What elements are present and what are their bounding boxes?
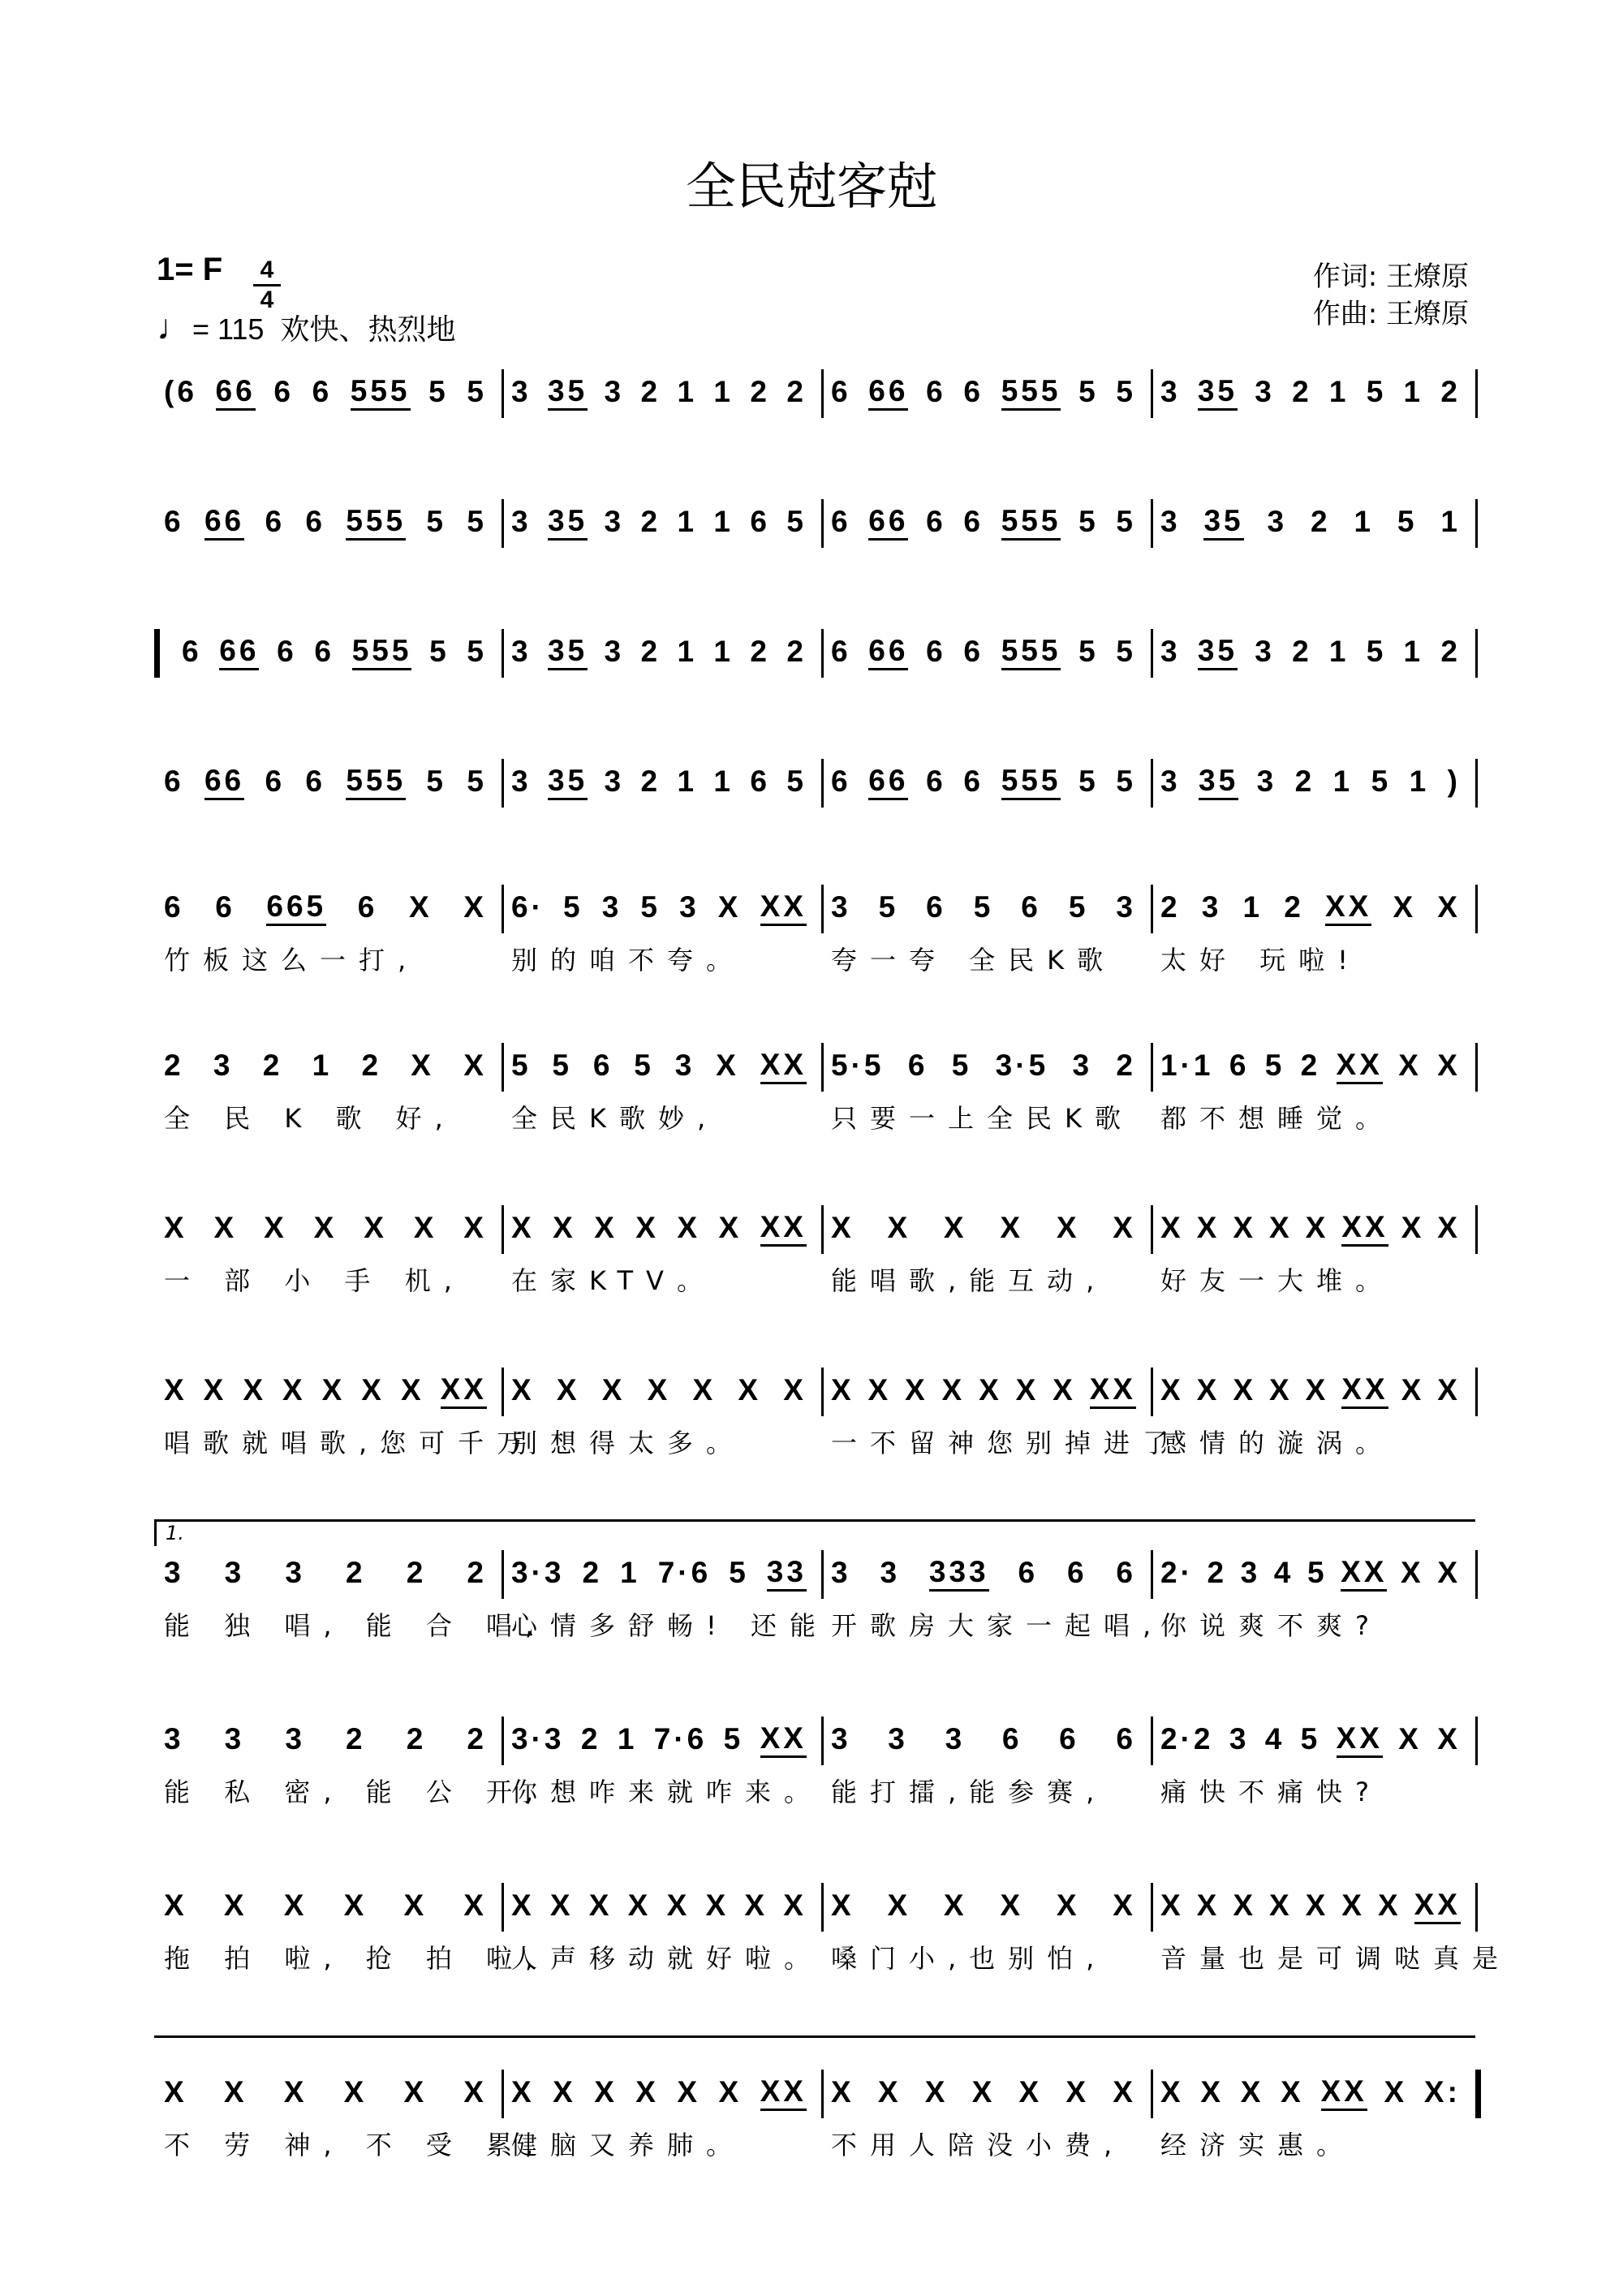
score-row (154, 499, 1475, 564)
measure-notes: X X X X XX X X: (1160, 2070, 1461, 2115)
measure-notes: X X X X X X (164, 2075, 487, 2109)
measure-lyrics: 竹板这么一打, (164, 945, 420, 976)
measure-notes: 3 3 3 6 6 6 (831, 1722, 1136, 1755)
measure-notes: 3 35 3 2 1 5 1 2 (1160, 629, 1461, 674)
volta-number: 1. (166, 1522, 184, 1544)
measure-notes: X X X X X X X XX (164, 1368, 487, 1413)
measure-lyrics: 感情的漩涡。 (1160, 1428, 1395, 1458)
score-row (154, 1550, 1475, 1641)
measure-lyrics: 痛快不痛快? (1160, 1777, 1382, 1807)
bar-line (1151, 2070, 1153, 2118)
bar-line (1151, 499, 1153, 548)
measure-notes: 3 3 333 6 6 6 (831, 1550, 1136, 1596)
bar-line (1475, 1717, 1478, 1765)
score-row (154, 1205, 1475, 1296)
measure-lyrics: 一不留神您别掉进了 (831, 1428, 1182, 1458)
measure-notes: X X X X X X X (511, 1373, 807, 1406)
measure-notes: 6 66 6 6 555 5 5 (182, 629, 487, 674)
key-signature: 1= F (157, 252, 223, 287)
measure-lyrics: 在家KTV。 (511, 1265, 716, 1296)
score-row (154, 2070, 1475, 2160)
measure-lyrics: 心情多舒畅! 还能 (511, 1610, 829, 1641)
bar-line (821, 369, 824, 418)
measure-notes: 6· 5 3 5 3 X XX (511, 885, 807, 930)
score-row (154, 759, 1475, 824)
measure-notes: 3 35 3 2 1 5 1 2 (1160, 369, 1461, 415)
bar-line (821, 1883, 824, 1932)
measure-notes: X X X X X X (164, 1889, 487, 1922)
measure-lyrics: 人声移动就好啦。 (511, 1943, 824, 1974)
measure-notes: 3 35 3 2 1 1 6 5 (511, 499, 807, 545)
bar-line (502, 629, 504, 678)
bar-line (1151, 759, 1153, 808)
score-row (154, 1368, 1475, 1458)
measure-notes: X X X X X X X X (511, 1889, 807, 1922)
bar-line (502, 1550, 504, 1599)
bar-line (502, 2070, 504, 2118)
score-row (154, 1883, 1512, 1974)
tempo-value: = 115 (192, 312, 265, 346)
second-ending-line (154, 2035, 1475, 2038)
measure-notes: X X X X X X X XX (1160, 1883, 1461, 1928)
measure-notes: 6 66 6 6 555 5 5 (831, 369, 1136, 415)
measure-notes: 3 35 3 2 1 1 2 2 (511, 629, 807, 674)
measure-lyrics: 唱歌就唱歌,您可千万 (164, 1428, 536, 1458)
measure-notes: 2· 2 3 4 5 XX X X (1160, 1550, 1461, 1596)
measure-notes: X X X X X X XX (511, 1205, 807, 1251)
measure-notes: 3·3 2 1 7·6 5 33 (511, 1550, 807, 1596)
bar-line (1475, 629, 1478, 678)
bar-line (821, 499, 824, 548)
tempo-marking (157, 307, 455, 348)
measure-notes: X X X X X XX X X (1160, 1368, 1461, 1413)
bar-line (1475, 1368, 1478, 1416)
bar-line (1475, 1550, 1478, 1599)
time-signature-top: 4 (260, 256, 274, 283)
measure-notes: X X X X X X X XX (831, 1368, 1136, 1413)
measure-notes: 3 35 3 2 1 1 6 5 (511, 759, 807, 804)
measure-lyrics: 一 部 小 手 机, (164, 1265, 465, 1296)
measure-notes: 3·3 2 1 7·6 5 XX (511, 1717, 807, 1762)
measure-lyrics: 能打擂,能参赛, (831, 1777, 1108, 1807)
measure-lyrics: 只要一上全民K歌 (831, 1103, 1134, 1134)
measure-notes: X X X X X X X (164, 1211, 487, 1244)
bar-line (1475, 2070, 1481, 2118)
time-signature (253, 258, 281, 312)
score-row (154, 1043, 1475, 1134)
measure-lyrics: 经济实惠。 (1160, 2130, 1356, 2160)
measure-notes: 3 3 3 2 2 2 (164, 1722, 487, 1755)
measure-notes: X X X X X X (831, 1211, 1136, 1244)
measure-lyrics: 拖 拍 啦, 抢 拍 啦, (164, 1943, 547, 1974)
measure-lyrics: 都不想睡觉。 (1160, 1103, 1395, 1134)
bar-line (821, 759, 824, 808)
bar-line (1151, 1368, 1153, 1416)
measure-notes: 2 3 1 2 XX X X (1160, 885, 1461, 930)
bar-line (502, 499, 504, 548)
measure-lyrics: 能 私 密, 能 公 开, (164, 1777, 547, 1807)
score-row (154, 1717, 1475, 1807)
measure-notes: X X X X X XX X X (1160, 1205, 1461, 1251)
measure-notes: 3 35 3 2 1 1 2 2 (511, 369, 807, 415)
bar-line (1151, 1883, 1153, 1932)
measure-lyrics: 不用人陪没小费, (831, 2130, 1126, 2160)
measure-notes: 6 66 6 6 555 5 5 (831, 499, 1136, 545)
measure-lyrics: 音量也是可调哒真是 (1160, 1943, 1512, 1974)
bar-line (502, 1883, 504, 1932)
song-title: 全民尅客尅 (685, 157, 937, 216)
measure-notes: 3 35 3 2 1 5 1 ) (1160, 759, 1461, 804)
bar-line (1151, 885, 1153, 933)
bar-line (1151, 629, 1153, 678)
bar-line (502, 1717, 504, 1765)
measure-notes: 3 5 6 5 6 5 3 (831, 890, 1136, 924)
bar-line (502, 1043, 504, 1092)
bar-line (821, 1368, 824, 1416)
bar-line (1475, 1043, 1478, 1092)
bar-line (1475, 1205, 1478, 1254)
bar-line (821, 1205, 824, 1254)
measure-notes: 3 35 3 2 1 5 1 (1160, 499, 1461, 545)
measure-lyrics: 太好 玩啦! (1160, 945, 1362, 976)
bar-line (502, 759, 504, 808)
bar-line (1151, 369, 1153, 418)
bar-line (821, 1717, 824, 1765)
measure-notes: X X X X X X (831, 1889, 1136, 1922)
measure-lyrics: 开歌房大家一起唱, (831, 1610, 1165, 1641)
measure-notes: 6 66 6 6 555 5 5 (164, 759, 487, 804)
lyricist-credit: 作词: 王燎原 (1312, 261, 1469, 293)
measure-lyrics: 全民K歌妙, (511, 1103, 719, 1134)
measure-notes: 5 5 6 5 3 X XX (511, 1043, 807, 1088)
first-ending-bracket (154, 1519, 1475, 1544)
measure-lyrics: 不 劳 神, 不 受 累, (164, 2130, 547, 2160)
measure-lyrics: 能唱歌,能互动, (831, 1265, 1108, 1296)
credits (1313, 258, 1469, 333)
measure-lyrics: 全 民 K 歌 好, (164, 1103, 456, 1134)
score-row (154, 885, 1475, 976)
measure-notes: 3 3 3 2 2 2 (164, 1556, 487, 1589)
bar-line (821, 1043, 824, 1092)
bar-line (821, 2070, 824, 2118)
measure-lyrics: 能 独 唱, 能 合 唱, (164, 1610, 547, 1641)
bar-line (1475, 1883, 1478, 1932)
measure-lyrics: 你想咋来就咋来。 (511, 1777, 824, 1807)
bar-line (1151, 1043, 1153, 1092)
composer-credit: 作曲: 王燎原 (1312, 298, 1469, 330)
measure-notes: (6 66 6 6 555 5 5 (164, 369, 487, 415)
bar-line (1475, 885, 1478, 933)
bar-line (1475, 759, 1478, 808)
bar-line (502, 1368, 504, 1416)
measure-notes: 2·2 3 4 5 XX X X (1160, 1717, 1461, 1762)
time-signature-bottom: 4 (260, 286, 274, 313)
measure-notes: 6 6 665 6 X X (164, 885, 487, 930)
measure-notes: X X X X X X X (831, 2075, 1136, 2109)
measure-lyrics: 好友一大堆。 (1160, 1265, 1395, 1296)
bar-line (502, 369, 504, 418)
measure-lyrics: 夸一夸 全民K歌 (831, 945, 1117, 976)
bar-line (1475, 369, 1478, 418)
quarter-note-icon: ♩ (157, 308, 192, 347)
bar-line (1475, 499, 1478, 548)
score-row (154, 369, 1475, 434)
measure-lyrics: 别的咱不夸。 (511, 945, 746, 976)
bar-line (502, 885, 504, 933)
bar-line (1151, 1717, 1153, 1765)
score-row (154, 629, 1475, 694)
measure-notes: 2 3 2 1 2 X X (164, 1049, 487, 1082)
measure-notes: 5·5 6 5 3·5 3 2 (831, 1049, 1136, 1082)
measure-notes: 1·1 6 5 2 XX X X (1160, 1043, 1461, 1088)
bar-line (502, 1205, 504, 1254)
measure-lyrics: 嗓门小,也别怕, (831, 1943, 1108, 1974)
measure-lyrics: 健脑又养肺。 (511, 2130, 746, 2160)
measure-notes: 6 66 6 6 555 5 5 (831, 629, 1136, 674)
bar-line (821, 1550, 824, 1599)
bar-line (1151, 1550, 1153, 1599)
bar-line (821, 629, 824, 678)
bar-line (154, 629, 160, 678)
measure-lyrics: 别想得太多。 (511, 1428, 746, 1458)
measure-notes: X X X X X X XX (511, 2070, 807, 2115)
bar-line (821, 885, 824, 933)
measure-notes: 6 66 6 6 555 5 5 (831, 759, 1136, 804)
tempo-mood: 欢快、热烈地 (280, 312, 456, 346)
measure-lyrics: 你说爽不爽? (1160, 1610, 1382, 1641)
measure-notes: 6 66 6 6 555 5 5 (164, 499, 487, 545)
bar-line (1151, 1205, 1153, 1254)
